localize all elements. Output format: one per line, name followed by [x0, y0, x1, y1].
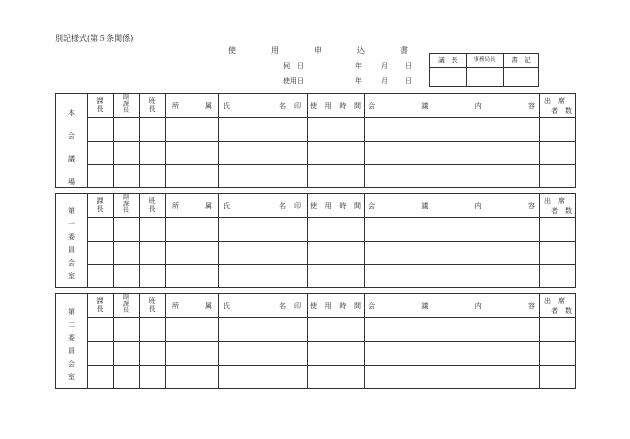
header-team-leader	[148, 197, 156, 213]
header-line: 出 席	[544, 197, 565, 205]
header-char: 使	[310, 102, 317, 110]
header-char: 用	[324, 302, 332, 310]
header-attendee-count	[542, 297, 574, 315]
header-char: 副	[122, 194, 129, 201]
header-char: 長	[96, 205, 104, 213]
header-char: 長	[148, 205, 156, 213]
room-char: 委	[68, 233, 75, 241]
day-label: 日	[405, 77, 412, 85]
header-char: 課	[96, 197, 104, 205]
header-name-seal	[223, 202, 301, 210]
room-char: 会	[68, 360, 75, 368]
header-char: 印	[294, 302, 301, 310]
form-label: 別記様式(第５条関係)	[55, 34, 134, 43]
header-char: 間	[353, 202, 361, 210]
header-char: 名	[279, 202, 286, 210]
header-name-seal	[223, 302, 301, 310]
header-char: 副	[122, 294, 129, 301]
approval-box	[429, 53, 539, 87]
header-char: 内	[474, 202, 482, 210]
row-divider	[87, 264, 575, 265]
header-char: 会	[368, 102, 375, 110]
header-deputy-chief	[122, 95, 130, 115]
header-char: 課	[122, 300, 129, 308]
section-main-assembly-hall	[55, 93, 576, 188]
header-line: 出 席	[544, 297, 565, 305]
header-char: 会	[368, 202, 375, 210]
header-char: 課	[96, 297, 104, 305]
row-divider	[87, 141, 575, 142]
room-char: 第	[68, 308, 75, 316]
header-char: 間	[353, 302, 361, 310]
header-char: 属	[205, 202, 212, 210]
header-char: 内	[474, 102, 482, 110]
room-char: 本	[68, 109, 75, 117]
title-char: 用	[271, 46, 279, 55]
row-divider	[87, 365, 575, 366]
header-char: 班	[148, 97, 156, 105]
row-divider	[87, 241, 575, 242]
row-divider	[87, 217, 575, 218]
header-char: 長	[96, 305, 104, 313]
title-char: 書	[400, 46, 408, 55]
row-divider	[87, 341, 575, 342]
room-char: 室	[68, 373, 75, 381]
header-meeting-content	[368, 202, 535, 210]
header-affiliation	[172, 102, 212, 110]
header-usage-time	[310, 302, 361, 310]
header-char: 長	[148, 305, 156, 313]
header-name-seal	[223, 102, 301, 110]
row-divider	[87, 317, 575, 318]
header-char: 所	[172, 302, 179, 310]
room-char: 第	[68, 207, 75, 215]
header-char: 会	[368, 302, 375, 310]
inquiry-date-label: 伺 日	[283, 62, 304, 70]
header-line: 者 数	[551, 107, 572, 115]
header-team-leader	[148, 97, 156, 113]
room-char: 会	[68, 259, 75, 267]
header-meeting-content	[368, 302, 535, 310]
header-char: 間	[353, 102, 361, 110]
year-label: 年	[355, 62, 362, 70]
header-char: 所	[172, 102, 179, 110]
header-char: 課	[122, 200, 129, 208]
header-char: 副	[122, 94, 129, 101]
header-team-leader	[148, 297, 156, 313]
header-attendee-count	[542, 97, 574, 115]
header-char: 長	[122, 107, 129, 114]
row-divider	[87, 117, 575, 118]
section-first-committee-room	[55, 193, 576, 288]
header-line: 出 席	[544, 97, 565, 105]
header-char: 課	[122, 100, 129, 108]
header-char: 時	[339, 202, 347, 210]
header-char: 内	[474, 302, 482, 310]
header-line: 者 数	[551, 307, 572, 315]
document-title	[228, 46, 408, 55]
header-char: 容	[527, 102, 535, 110]
header-section-chief	[96, 297, 104, 313]
header-meeting-content	[368, 102, 535, 110]
room-char: 委	[68, 334, 75, 342]
title-char: 申	[314, 46, 322, 55]
approval-label-clerk: 書 記	[511, 56, 531, 64]
header-deputy-chief	[122, 195, 130, 215]
header-char: 長	[96, 105, 104, 113]
room-char: 員	[68, 347, 75, 355]
header-char: 議	[421, 302, 429, 310]
header-char: 課	[96, 97, 104, 105]
room-char: 議	[68, 155, 75, 163]
header-char: 印	[294, 102, 301, 110]
room-char: 員	[68, 246, 75, 254]
header-affiliation	[172, 202, 212, 210]
header-char: 班	[148, 197, 156, 205]
header-char: 名	[279, 102, 286, 110]
year-label: 年	[355, 77, 362, 85]
clerk-stamp-cell[interactable]	[503, 67, 539, 87]
room-char: 一	[68, 220, 75, 228]
section-second-committee-room	[55, 293, 576, 389]
header-char: 班	[148, 297, 156, 305]
approval-label-secretary-general: 事務局長	[473, 57, 496, 63]
header-attendee-count	[542, 197, 574, 215]
header-char: 議	[421, 202, 429, 210]
room-char: 室	[68, 272, 75, 280]
header-affiliation	[172, 302, 212, 310]
header-char: 名	[279, 302, 286, 310]
month-label: 月	[381, 77, 388, 85]
room-label	[56, 108, 87, 187]
header-section-chief	[96, 197, 104, 213]
header-char: 長	[122, 307, 129, 314]
title-char: 使	[228, 46, 236, 55]
header-usage-time	[310, 102, 361, 110]
header-char: 印	[294, 202, 301, 210]
room-label	[56, 307, 87, 382]
header-char: 用	[324, 202, 332, 210]
header-char: 使	[310, 302, 317, 310]
header-char: 属	[205, 302, 212, 310]
header-char: 容	[527, 202, 535, 210]
header-char: 属	[205, 102, 212, 110]
room-char: 二	[68, 321, 75, 329]
header-char: 氏	[223, 102, 230, 110]
header-char: 時	[339, 302, 347, 310]
day-label: 日	[405, 62, 412, 70]
header-char: 氏	[223, 302, 230, 310]
room-char: 場	[68, 178, 75, 186]
row-divider	[87, 164, 575, 165]
header-section-chief	[96, 97, 104, 113]
use-date-label: 使用日	[283, 77, 304, 85]
header-usage-time	[310, 202, 361, 210]
secretary-general-stamp-cell[interactable]	[466, 67, 503, 87]
room-label	[56, 206, 87, 281]
header-char: 容	[527, 302, 535, 310]
header-char: 長	[148, 105, 156, 113]
header-char: 時	[339, 102, 347, 110]
approval-label-chair: 議 長	[438, 56, 458, 64]
title-char: 込	[357, 46, 365, 55]
month-label: 月	[381, 62, 388, 70]
room-char: 会	[68, 132, 75, 140]
header-char: 議	[421, 102, 429, 110]
header-line: 者 数	[551, 207, 572, 215]
header-char: 用	[324, 102, 332, 110]
header-deputy-chief	[122, 295, 130, 315]
header-char: 使	[310, 202, 317, 210]
header-char: 長	[122, 207, 129, 214]
header-char: 所	[172, 202, 179, 210]
header-char: 氏	[223, 202, 230, 210]
chair-stamp-cell[interactable]	[430, 67, 466, 87]
